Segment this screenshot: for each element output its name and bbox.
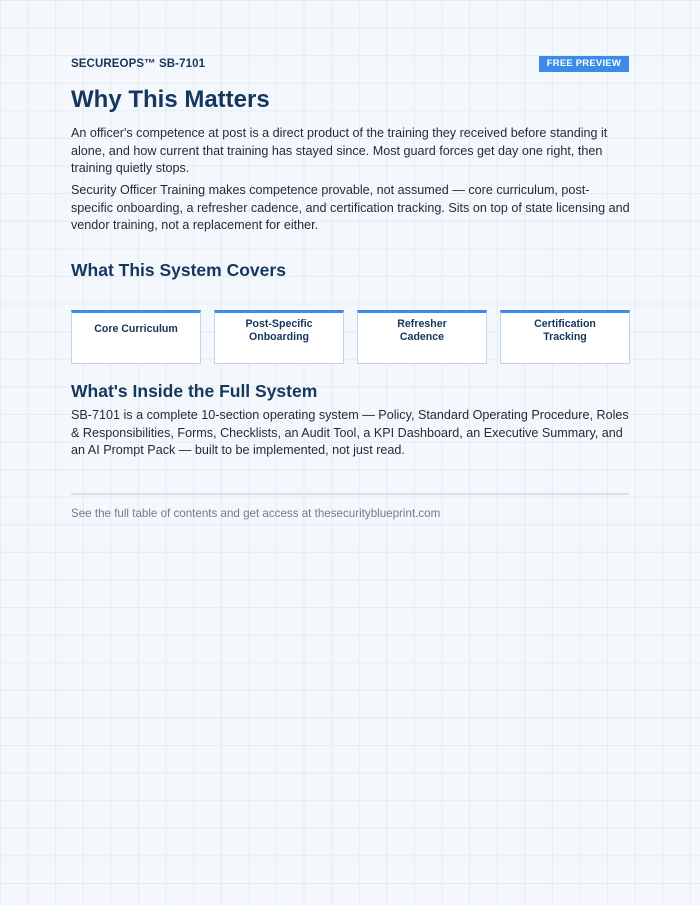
card-label-line1: Certification <box>534 318 596 330</box>
card-certification-tracking <box>500 310 630 364</box>
document-header <box>71 56 629 73</box>
coverage-cards <box>71 310 629 363</box>
card-label-line2: Cadence <box>399 331 445 343</box>
footer-note: See the full table of contents and get access at thesecurityblueprint.com <box>71 507 441 520</box>
inside-paragraph: SB-7101 is a complete 10-section operating system — Policy, Standard Operating Procedure, Roles & Responsibilities, Forms, Checklists, an Audit Tool, a KPI Dashboard, an Executive Summary, and an AI Prompt Pack — built to be implemented, not just read. <box>71 408 629 457</box>
card-post-specific-onboarding <box>214 310 344 364</box>
covers-heading: What This System Covers <box>71 260 286 280</box>
summary-paragraph: Security Officer Training makes competence provable, not assumed — core curriculum, post-specific onboarding, a refresher cadence, and certification tracking. Sits on top of state licensing and vendor training, not a replacement for either. <box>71 183 630 232</box>
card-label-line1: Refresher <box>397 318 447 330</box>
divider <box>71 493 629 495</box>
brand-code: SECUREOPS™ SB-7101 <box>71 58 206 70</box>
card-label-line1: Post-Specific <box>245 318 313 330</box>
free-preview-badge: FREE PREVIEW <box>539 56 629 72</box>
card-label-line2: Tracking <box>543 331 587 343</box>
intro-paragraph: An officer's competence at post is a direct product of the training they received before standing it alone, and how current that training has stayed since. Most guard forces get day one right, then training quietly stops. <box>71 126 608 175</box>
card-label-line2: Onboarding <box>248 331 310 343</box>
card-core-curriculum <box>71 310 201 364</box>
card-label: Core Curriculum <box>94 323 178 335</box>
card-refresher-cadence <box>357 310 487 364</box>
inside-heading: What's Inside the Full System <box>71 381 318 401</box>
page-title: Why This Matters <box>71 86 270 113</box>
